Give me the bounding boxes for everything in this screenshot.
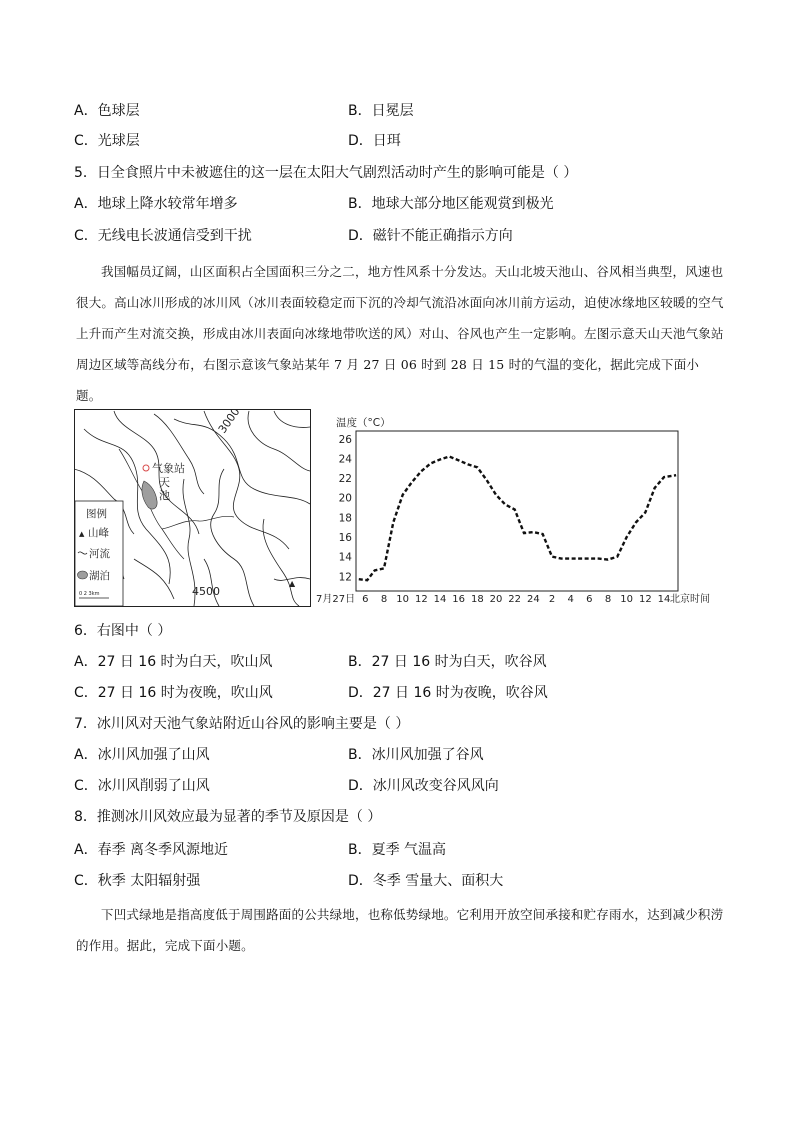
q8-option-d: D．冬季 雪量大、面积大 — [348, 873, 504, 889]
q5-option-a: A．地球上降水较常年增多 — [74, 196, 238, 212]
temperature-series-line — [359, 457, 676, 581]
y-tick-label: 26 — [338, 433, 352, 446]
q7-option-d: D．冰川风改变谷风风向 — [348, 778, 499, 794]
legend-peak-label: 山峰 — [88, 527, 109, 539]
x-axis-ticks — [362, 594, 670, 605]
x-tick-label: 12 — [414, 594, 428, 605]
q8-option-c: C．秋季 太阳辐射强 — [74, 873, 201, 889]
legend-title: 图例 — [86, 508, 107, 520]
x-tick-label: 4 — [567, 594, 574, 605]
contour-map — [74, 409, 311, 607]
station-label: 气象站 — [152, 462, 185, 475]
contour-label-3000: 3000 — [215, 409, 243, 436]
passage-tianshan: 我国幅员辽阔，山区面积占全国面积三分之二，地方性风系十分发达。天山北坡天池山、谷风相当典型，风速也很大。高山冰川形成的冰川风（冰川表面较稳定而下沉的冷却气流沿冰面向冰川前方运动，迫使冰缘地区较暖的空气上升而产生对流交换，形成由冰川表面向冰缘地带吹送的风）对山、谷风也产生一定影响。左图示意天山天池气象站周边区域等高线分布，右图示意该气象站某年 7 月 27 日 06 时到 28 日 15 时的气温的变化，据此完成下面小题。 — [76, 264, 724, 403]
contour-map-svg — [74, 409, 311, 607]
q4-option-a: A．色球层 — [74, 103, 140, 119]
legend-river-label: 河流 — [89, 548, 110, 560]
weather-station-marker — [143, 465, 149, 471]
chart-plot-frame — [356, 431, 678, 591]
y-tick-label: 14 — [338, 551, 352, 564]
q7-option-a: A．冰川风加强了山风 — [74, 747, 210, 763]
lake-label-2: 池 — [159, 489, 170, 502]
x-tick-label: 6 — [586, 594, 593, 605]
q8-stem: 8．推测冰川风效应最为显著的季节及原因是（ ） — [74, 809, 382, 825]
lake-label-1: 天 — [159, 476, 170, 489]
q6-option-b: B．27 日 16 时为白天，吹谷风 — [348, 654, 547, 670]
peak-marker: ▲ — [289, 579, 296, 588]
passage-green-space: 下凹式绿地是指高度低于周围路面的公共绿地，也称低势绿地。它利用开放空间承接和贮存雨水，达到减少积涝的作用。据此，完成下面小题。 — [76, 907, 724, 953]
q7-stem: 7．冰川风对天池气象站附近山谷风的影响主要是（ ） — [74, 716, 410, 732]
x-tick-label: 8 — [380, 594, 388, 605]
q5-option-d: D．磁针不能正确指示方向 — [348, 228, 513, 244]
q7-option-b: B．冰川风加强了谷风 — [348, 747, 484, 763]
q5-stem: 5．日全食照片中未被遮住的这一层在太阳大气剧烈活动时产生的影响可能是（ ） — [74, 165, 578, 181]
temperature-chart-svg — [314, 409, 724, 609]
y-axis-ticks — [339, 434, 353, 583]
scale-text: 0 2 3km — [79, 591, 100, 597]
q8-option-a: A．春季 离冬季风源地近 — [74, 842, 229, 858]
x-tick-label: 14 — [433, 594, 447, 605]
q6-option-c: C．27 日 16 时为夜晚，吹山风 — [74, 685, 273, 701]
q6-stem: 6．右图中（ ） — [74, 623, 172, 639]
x-tick-label: 20 — [489, 594, 503, 605]
chart-x-start-label: 7月27日 — [316, 594, 356, 605]
x-tick-label: 2 — [548, 594, 556, 605]
x-tick-label: 18 — [470, 594, 484, 605]
chart-xlabel: 北京时间 — [670, 594, 710, 605]
q8-option-b: B．夏季 气温高 — [348, 842, 447, 858]
x-tick-label: 6 — [362, 594, 369, 605]
y-tick-label: 16 — [338, 532, 352, 545]
q7-option-c: C．冰川风削弱了山风 — [74, 778, 210, 794]
q6-option-a: A．27 日 16 时为白天，吹山风 — [74, 654, 273, 670]
x-tick-label: 10 — [396, 594, 410, 605]
y-tick-label: 20 — [338, 492, 352, 505]
q5-option-b: B．地球大部分地区能观赏到极光 — [348, 196, 554, 212]
chart-ylabel: 温度（°C） — [336, 417, 391, 429]
y-tick-label: 24 — [338, 453, 352, 466]
x-tick-label: 14 — [657, 594, 671, 605]
temperature-chart — [314, 409, 724, 609]
y-tick-label: 18 — [338, 512, 352, 525]
x-tick-label: 22 — [508, 594, 522, 605]
contour-label-4500: 4500 — [192, 585, 220, 598]
q6-option-d: D．27 日 16 时为夜晚，吹谷风 — [348, 685, 548, 701]
legend-peak-icon: ▲ — [79, 530, 85, 538]
q4-option-c: C．光球层 — [74, 133, 140, 149]
legend-lake-icon — [78, 571, 88, 579]
q5-option-c: C．无线电长波通信受到干扰 — [74, 228, 252, 244]
legend-lake-label: 湖泊 — [89, 570, 110, 582]
x-tick-label: 12 — [638, 594, 652, 605]
y-tick-label: 12 — [338, 571, 352, 584]
x-tick-label: 24 — [526, 594, 540, 605]
x-tick-label: 10 — [620, 594, 634, 605]
q4-option-d: D．日珥 — [348, 133, 401, 149]
q4-option-b: B．日冕层 — [348, 103, 414, 119]
y-tick-label: 22 — [338, 473, 352, 486]
x-tick-label: 8 — [604, 594, 612, 605]
x-tick-label: 16 — [452, 594, 466, 605]
